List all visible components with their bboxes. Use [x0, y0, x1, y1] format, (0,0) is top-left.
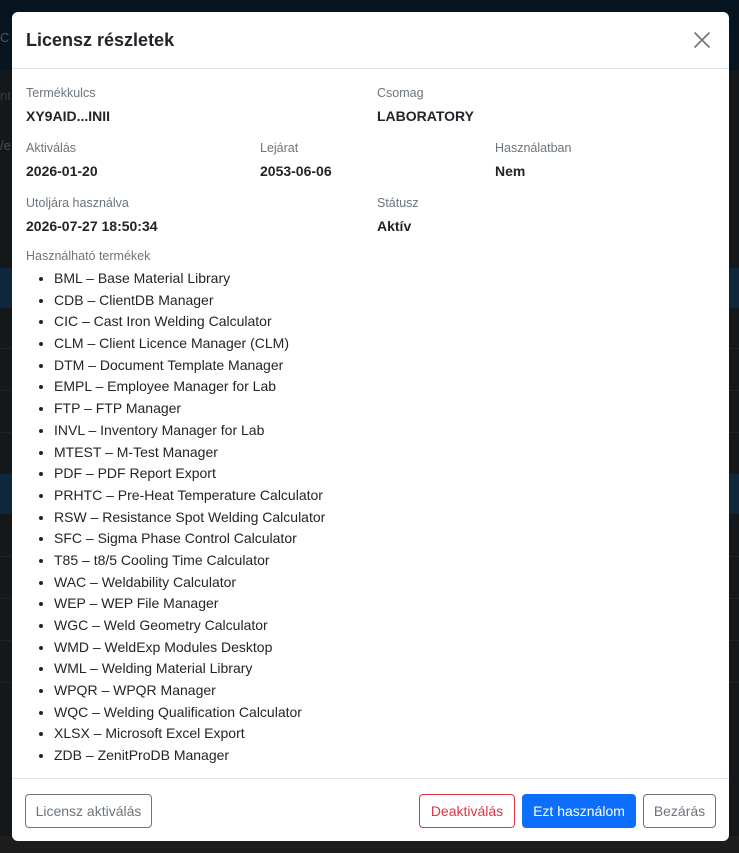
- product-list-item: • CLM – Client Licence Manager (CLM): [54, 333, 325, 355]
- modal-title: Licensz részletek: [26, 29, 175, 50]
- activation-value: 2026-01-20: [26, 163, 98, 179]
- product-list-item: • WAC – Weldability Calculator: [54, 572, 325, 594]
- close-icon: [694, 32, 710, 48]
- product-list-item: • FTP – FTP Manager: [54, 398, 325, 420]
- field-label: Termékkulcs: [26, 86, 96, 100]
- product-list-item: • WMD – WeldExp Modules Desktop: [54, 637, 325, 659]
- product-list-item: • RSW – Resistance Spot Welding Calculator: [54, 507, 325, 529]
- product-list: [54, 268, 325, 767]
- field-label: Utoljára használva: [26, 196, 129, 210]
- product-list-item: • DTM – Document Template Manager: [54, 355, 325, 377]
- package-value: LABORATORY: [377, 108, 474, 124]
- product-list-item: • ZDB – ZenitProDB Manager: [54, 745, 325, 767]
- modal-body: [12, 69, 729, 778]
- close-modal-button[interactable]: Bezárás: [643, 794, 716, 828]
- product-list-item: • MTEST – M-Test Manager: [54, 442, 325, 464]
- product-list-item: • BML – Base Material Library: [54, 268, 325, 290]
- field-in-use: [495, 140, 571, 181]
- modal-header: [12, 12, 729, 69]
- product-list-item: • SFC – Sigma Phase Control Calculator: [54, 528, 325, 550]
- product-list-item: • T85 – t8/5 Cooling Time Calculator: [54, 550, 325, 572]
- field-activation: [26, 140, 98, 181]
- product-key-value: XY9AID...INII: [26, 108, 111, 124]
- close-button[interactable]: [688, 26, 716, 54]
- deactivate-button[interactable]: Deaktiválás: [419, 794, 515, 828]
- use-this-button[interactable]: Ezt használom: [522, 794, 636, 828]
- product-list-item: • WQC – Welding Qualification Calculator: [54, 702, 325, 724]
- product-list-item: • PDF – PDF Report Export: [54, 463, 325, 485]
- field-label: Státusz: [377, 196, 419, 210]
- field-status: [377, 195, 419, 236]
- product-list-item: • WEP – WEP File Manager: [54, 593, 325, 615]
- product-list-item: • PRHTC – Pre-Heat Temperature Calculator: [54, 485, 325, 507]
- last-used-value: 2026-07-27 18:50:34: [26, 218, 158, 234]
- field-package: [377, 85, 474, 126]
- product-list-item: • WML – Welding Material Library: [54, 658, 325, 680]
- field-last-used: [26, 195, 158, 236]
- product-list-item: • INVL – Inventory Manager for Lab: [54, 420, 325, 442]
- product-list-item: • WGC – Weld Geometry Calculator: [54, 615, 325, 637]
- activate-license-button[interactable]: Licensz aktiválás: [25, 794, 152, 828]
- field-label: Aktiválás: [26, 141, 77, 155]
- product-list-item: • CIC – Cast Iron Welding Calculator: [54, 311, 325, 333]
- field-label: Csomag: [377, 86, 424, 100]
- license-details-modal: [12, 12, 729, 841]
- field-label: Használatban: [495, 141, 572, 155]
- status-value: Aktív: [377, 218, 412, 234]
- product-list-item: • CDB – ClientDB Manager: [54, 290, 325, 312]
- product-list-item: • XLSX – Microsoft Excel Export: [54, 723, 325, 745]
- field-label: Lejárat: [260, 141, 299, 155]
- expiry-value: 2053-06-06: [260, 163, 332, 179]
- products-label: Használható termékek: [26, 249, 151, 263]
- in-use-value: Nem: [495, 163, 526, 179]
- field-expiry: [260, 140, 332, 181]
- product-list-item: • WPQR – WPQR Manager: [54, 680, 325, 702]
- product-list-item: • EMPL – Employee Manager for Lab: [54, 376, 325, 398]
- field-product-key: [26, 85, 110, 126]
- modal-footer: [12, 778, 729, 841]
